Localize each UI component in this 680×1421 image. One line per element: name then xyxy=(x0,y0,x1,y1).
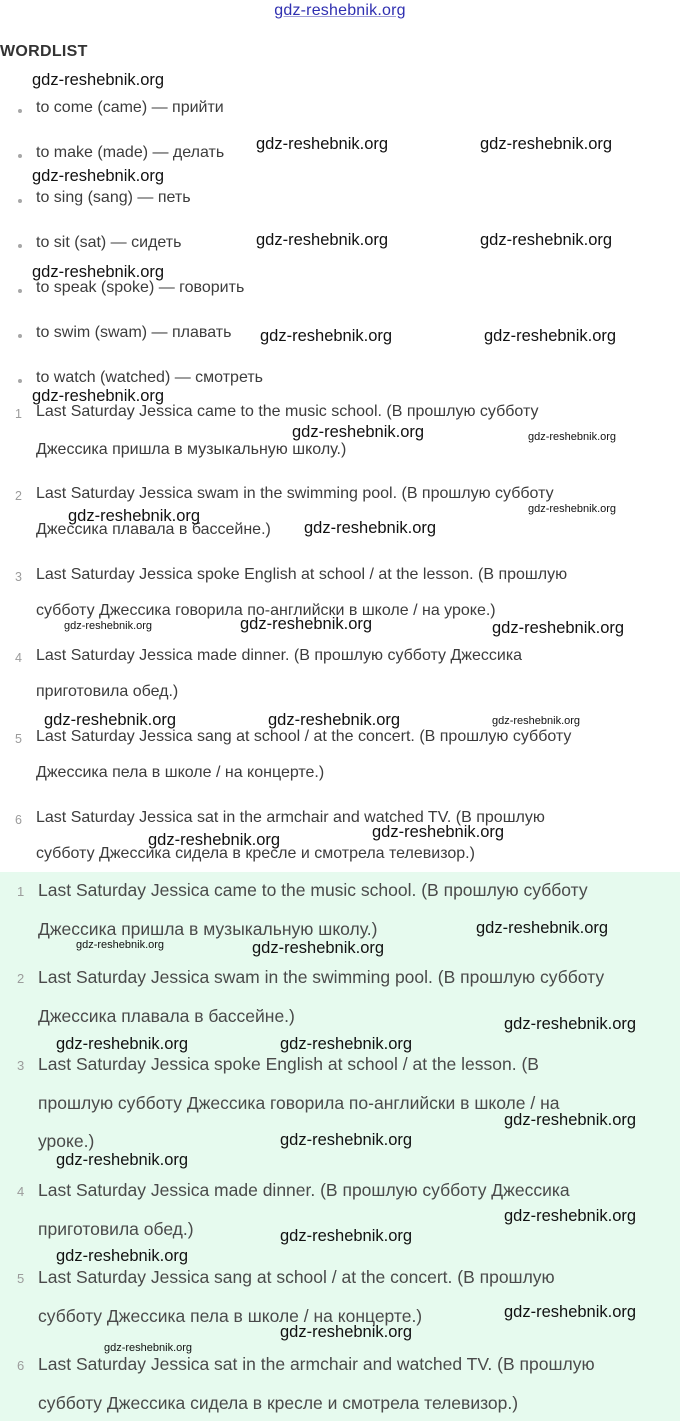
item-number: 4 xyxy=(15,651,22,665)
watermark-text: gdz-reshebnik.org xyxy=(32,167,165,185)
watermark-text: gdz-reshebnik.org xyxy=(504,1015,637,1033)
item-text-line: Last Saturday Jessica made dinner. (В прошлую субботу Джессика xyxy=(36,647,523,664)
item-text-line: Last Saturday Jessica sat in the armchair and watched TV. (В прошлую xyxy=(36,809,545,826)
watermark-text: gdz-reshebnik.org xyxy=(44,711,177,729)
item-number: 3 xyxy=(17,1058,25,1073)
bullet-icon xyxy=(18,334,22,338)
item-number: 5 xyxy=(15,732,22,746)
item-text-line: Last Saturday Jessica came to the music school. (В прошлую субботу xyxy=(38,880,588,900)
watermark-text: gdz-reshebnik.org xyxy=(528,431,617,443)
watermark-text: gdz-reshebnik.org xyxy=(56,1247,189,1265)
item-text-line: прошлую субботу Джессика говорила по-английски в школе / на xyxy=(38,1093,560,1113)
watermark-text: gdz-reshebnik.org xyxy=(268,711,401,729)
watermark-text: gdz-reshebnik.org xyxy=(260,327,393,345)
item-text-line: Last Saturday Jessica spoke English at school / at the lesson. (В прошлую xyxy=(36,566,568,583)
watermark-text: gdz-reshebnik.org xyxy=(280,1035,413,1053)
watermark-text: gdz-reshebnik.org xyxy=(476,919,609,937)
wordlist-item-text: to watch (watched) — смотреть xyxy=(36,369,263,386)
wordlist-item-text: to make (made) — делать xyxy=(36,144,225,161)
watermark-text: gdz-reshebnik.org xyxy=(484,327,617,345)
watermark-text: gdz-reshebnik.org xyxy=(68,507,201,525)
watermark-text: gdz-reshebnik.org xyxy=(504,1303,637,1321)
item-text-line: Last Saturday Jessica came to the music school. (В прошлую субботу xyxy=(36,403,539,420)
item-text-line: Джессика пришла в музыкальную школу.) xyxy=(36,441,347,458)
item-text-line: Last Saturday Jessica spoke English at school / at the lesson. (В xyxy=(38,1054,539,1074)
item-text-line: Last Saturday Jessica swam in the swimming pool. (В прошлую субботу xyxy=(38,967,605,987)
wordlist-item-text: to come (came) — прийти xyxy=(36,99,224,116)
watermark-text: gdz-reshebnik.org xyxy=(32,387,165,405)
item-text-line: приготовила обед.) xyxy=(38,1219,194,1239)
watermark-text: gdz-reshebnik.org xyxy=(372,823,505,841)
bullet-icon xyxy=(18,289,22,293)
watermark-text: gdz-reshebnik.org xyxy=(304,519,437,537)
wordlist-item-text: to sit (sat) — сидеть xyxy=(36,234,182,251)
watermark-text: gdz-reshebnik.org xyxy=(256,231,389,249)
watermark-text: gdz-reshebnik.org xyxy=(280,1323,413,1341)
watermark-text: gdz-reshebnik.org xyxy=(256,135,389,153)
wordlist-item-text: to speak (spoke) — говорить xyxy=(36,279,245,296)
watermark-text: gdz-reshebnik.org xyxy=(504,1207,637,1225)
item-number: 5 xyxy=(17,1271,25,1286)
wordlist-item-text: to swim (swam) — плавать xyxy=(36,324,232,341)
item-text-line: Last Saturday Jessica sat in the armchair and watched TV. (В прошлую xyxy=(38,1354,595,1374)
item-text-line: Last Saturday Jessica sang at school / at the concert. (В прошлую субботу xyxy=(36,728,572,745)
bullet-icon xyxy=(18,154,22,158)
watermark-text: gdz-reshebnik.org xyxy=(504,1111,637,1129)
watermark-text: gdz-reshebnik.org xyxy=(148,831,281,849)
item-text-line: Джессика пришла в музыкальную школу.) xyxy=(38,919,378,939)
item-number: 4 xyxy=(17,1184,25,1199)
bullet-icon xyxy=(18,379,22,383)
watermark-text: gdz-reshebnik.org xyxy=(104,1342,193,1354)
watermark-text: gdz-reshebnik.org xyxy=(56,1035,189,1053)
bullet-icon xyxy=(18,199,22,203)
watermark-text: gdz-reshebnik.org xyxy=(480,231,613,249)
watermark-text: gdz-reshebnik.org xyxy=(280,1131,413,1149)
item-text-line: Джессика плавала в бассейне.) xyxy=(36,521,271,538)
watermark-text: gdz-reshebnik.org xyxy=(64,620,153,632)
watermark-text: gdz-reshebnik.org xyxy=(292,423,425,441)
item-text-line: Джессика плавала в бассейне.) xyxy=(38,1006,295,1026)
item-number: 6 xyxy=(15,813,22,827)
item-number: 2 xyxy=(15,489,22,503)
item-number: 3 xyxy=(15,570,22,584)
item-text-line: Last Saturday Jessica swam in the swimming pool. (В прошлую субботу xyxy=(36,485,554,502)
item-text-line: приготовила обед.) xyxy=(36,683,179,700)
item-number: 6 xyxy=(17,1358,25,1373)
site-watermark-link[interactable]: gdz-reshebnik.org xyxy=(274,2,406,19)
item-text-line: субботу Джессика сидела в кресле и смотрела телевизор.) xyxy=(38,1393,519,1413)
bullet-icon xyxy=(18,244,22,248)
watermark-text: gdz-reshebnik.org xyxy=(76,939,165,951)
watermark-text: gdz-reshebnik.org xyxy=(492,619,625,637)
watermark-text: gdz-reshebnik.org xyxy=(492,715,581,727)
wordlist-item-text: to sing (sang) — петь xyxy=(36,189,191,206)
item-number: 2 xyxy=(17,971,25,986)
item-number: 1 xyxy=(17,884,25,899)
item-text-line: субботу Джессика говорила по-английски в школе / на уроке.) xyxy=(36,602,496,619)
watermark-text: gdz-reshebnik.org xyxy=(280,1227,413,1245)
item-text-line: Last Saturday Jessica made dinner. (В прошлую субботу Джессика xyxy=(38,1180,570,1200)
watermark-text: gdz-reshebnik.org xyxy=(32,71,165,89)
item-text-line: уроке.) xyxy=(38,1131,95,1151)
watermark-text: gdz-reshebnik.org xyxy=(240,615,373,633)
item-text-line: Last Saturday Jessica sang at school / at the concert. (В прошлую xyxy=(38,1267,555,1287)
item-number: 1 xyxy=(15,407,22,421)
bullet-icon xyxy=(18,109,22,113)
item-text-line: Джессика пела в школе / на концерте.) xyxy=(36,764,325,781)
item-text-line: субботу Джессика сидела в кресле и смотрела телевизор.) xyxy=(36,845,475,862)
watermark-text: gdz-reshebnik.org xyxy=(56,1151,189,1169)
wordlist-heading: WORDLIST xyxy=(0,43,88,60)
watermark-text: gdz-reshebnik.org xyxy=(480,135,613,153)
watermark-text: gdz-reshebnik.org xyxy=(528,503,617,515)
watermark-text: gdz-reshebnik.org xyxy=(252,939,385,957)
item-text-line: субботу Джессика пела в школе / на концерте.) xyxy=(38,1306,423,1326)
watermark-text: gdz-reshebnik.org xyxy=(32,263,165,281)
